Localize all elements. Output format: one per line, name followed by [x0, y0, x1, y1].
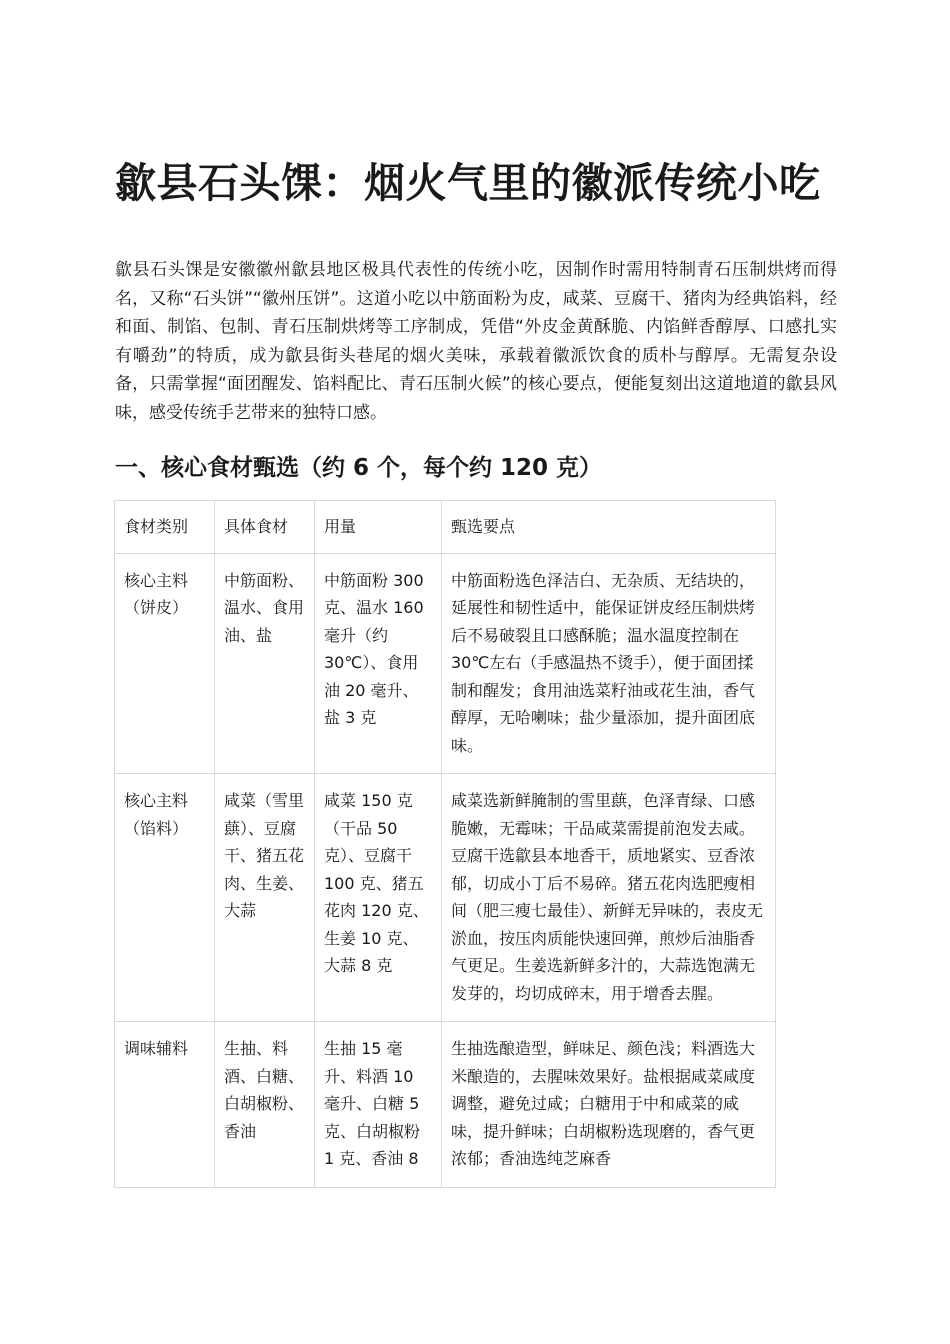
cell-amount: 咸菜 150 克（干品 50 克）、豆腐干 100 克、猪五花肉 120 克、生姜 10 克、大蒜 8 克 [315, 774, 442, 1022]
cell-amount: 中筋面粉 300 克、温水 160 毫升（约 30℃）、食用油 20 毫升、盐 3 克 [315, 553, 442, 774]
cell-notes: 中筋面粉选色泽洁白、无杂质、无结块的，延展性和韧性适中，能保证饼皮经压制烘烤后不易破裂且口感酥脆；温水温度控制在 30℃左右（手感温热不烫手），便于面团揉制和醒发；食用油选菜籽油或花生油，香气醇厚，无哈喇味；盐少量添加，提升面团底味。 [442, 553, 776, 774]
table-row [115, 774, 776, 1022]
table-header-row [115, 501, 776, 554]
cell-notes: 生抽选酿造型，鲜味足、颜色浅；料酒选大米酿造的，去腥味效果好。盐根据咸菜咸度调整，避免过咸；白糖用于中和咸菜的咸味，提升鲜味；白胡椒粉选现磨的，香气更浓郁；香油选纯芝麻香 [442, 1022, 776, 1188]
cell-category: 核心主料（馅料） [115, 774, 215, 1022]
table-row [115, 1022, 776, 1188]
cell-category: 核心主料（饼皮） [115, 553, 215, 774]
section-heading-ingredients: 一、核心食材甄选（约 6 个，每个约 120 克） [115, 455, 603, 481]
cell-ingredients: 咸菜（雪里蕻）、豆腐干、猪五花肉、生姜、大蒜 [215, 774, 315, 1022]
document-title: 歙县石头馃：烟火气里的徽派传统小吃 [115, 159, 821, 207]
cell-notes: 咸菜选新鲜腌制的雪里蕻，色泽青绿、口感脆嫩，无霉味；干品咸菜需提前泡发去咸。豆腐干选歙县本地香干，质地紧实、豆香浓郁，切成小丁后不易碎。猪五花肉选肥瘦相间（肥三瘦七最佳）、新鲜无异味的，表皮无淤血，按压肉质能快速回弹，煎炒后油脂香气更足。生姜选新鲜多汁的，大蒜选饱满无发芽的，均切成碎末，用于增香去腥。 [442, 774, 776, 1022]
cell-ingredients: 中筋面粉、温水、食用油、盐 [215, 553, 315, 774]
cell-ingredients: 生抽、料酒、白糖、白胡椒粉、香油 [215, 1022, 315, 1188]
ingredients-table [114, 500, 776, 1188]
cell-category: 调味辅料 [115, 1022, 215, 1188]
table-row [115, 553, 776, 774]
cell-amount: 生抽 15 毫升、料酒 10 毫升、白糖 5 克、白胡椒粉 1 克、香油 8 [315, 1022, 442, 1188]
table-header-cell: 甄选要点 [442, 501, 776, 554]
intro-paragraph: 歙县石头馃是安徽徽州歙县地区极具代表性的传统小吃，因制作时需用特制青石压制烘烤而得名，又称“石头饼”“徽州压饼”。这道小吃以中筋面粉为皮，咸菜、豆腐干、猪肉为经典馅料，经和面、制馅、包制、青石压制烘烤等工序制成，凭借“外皮金黄酥脆、内馅鲜香醇厚、口感扎实有嚼劲”的特质，成为歙县街头巷尾的烟火美味，承载着徽派饮食的质朴与醇厚。无需复杂设备，只需掌握“面团醒发、馅料配比、青石压制火候”的核心要点，便能复刻出这道地道的歙县风味，感受传统手艺带来的独特口感。 [115, 260, 837, 423]
table-header-cell: 用量 [315, 501, 442, 554]
table-header-cell: 食材类别 [115, 501, 215, 554]
table-header-cell: 具体食材 [215, 501, 315, 554]
